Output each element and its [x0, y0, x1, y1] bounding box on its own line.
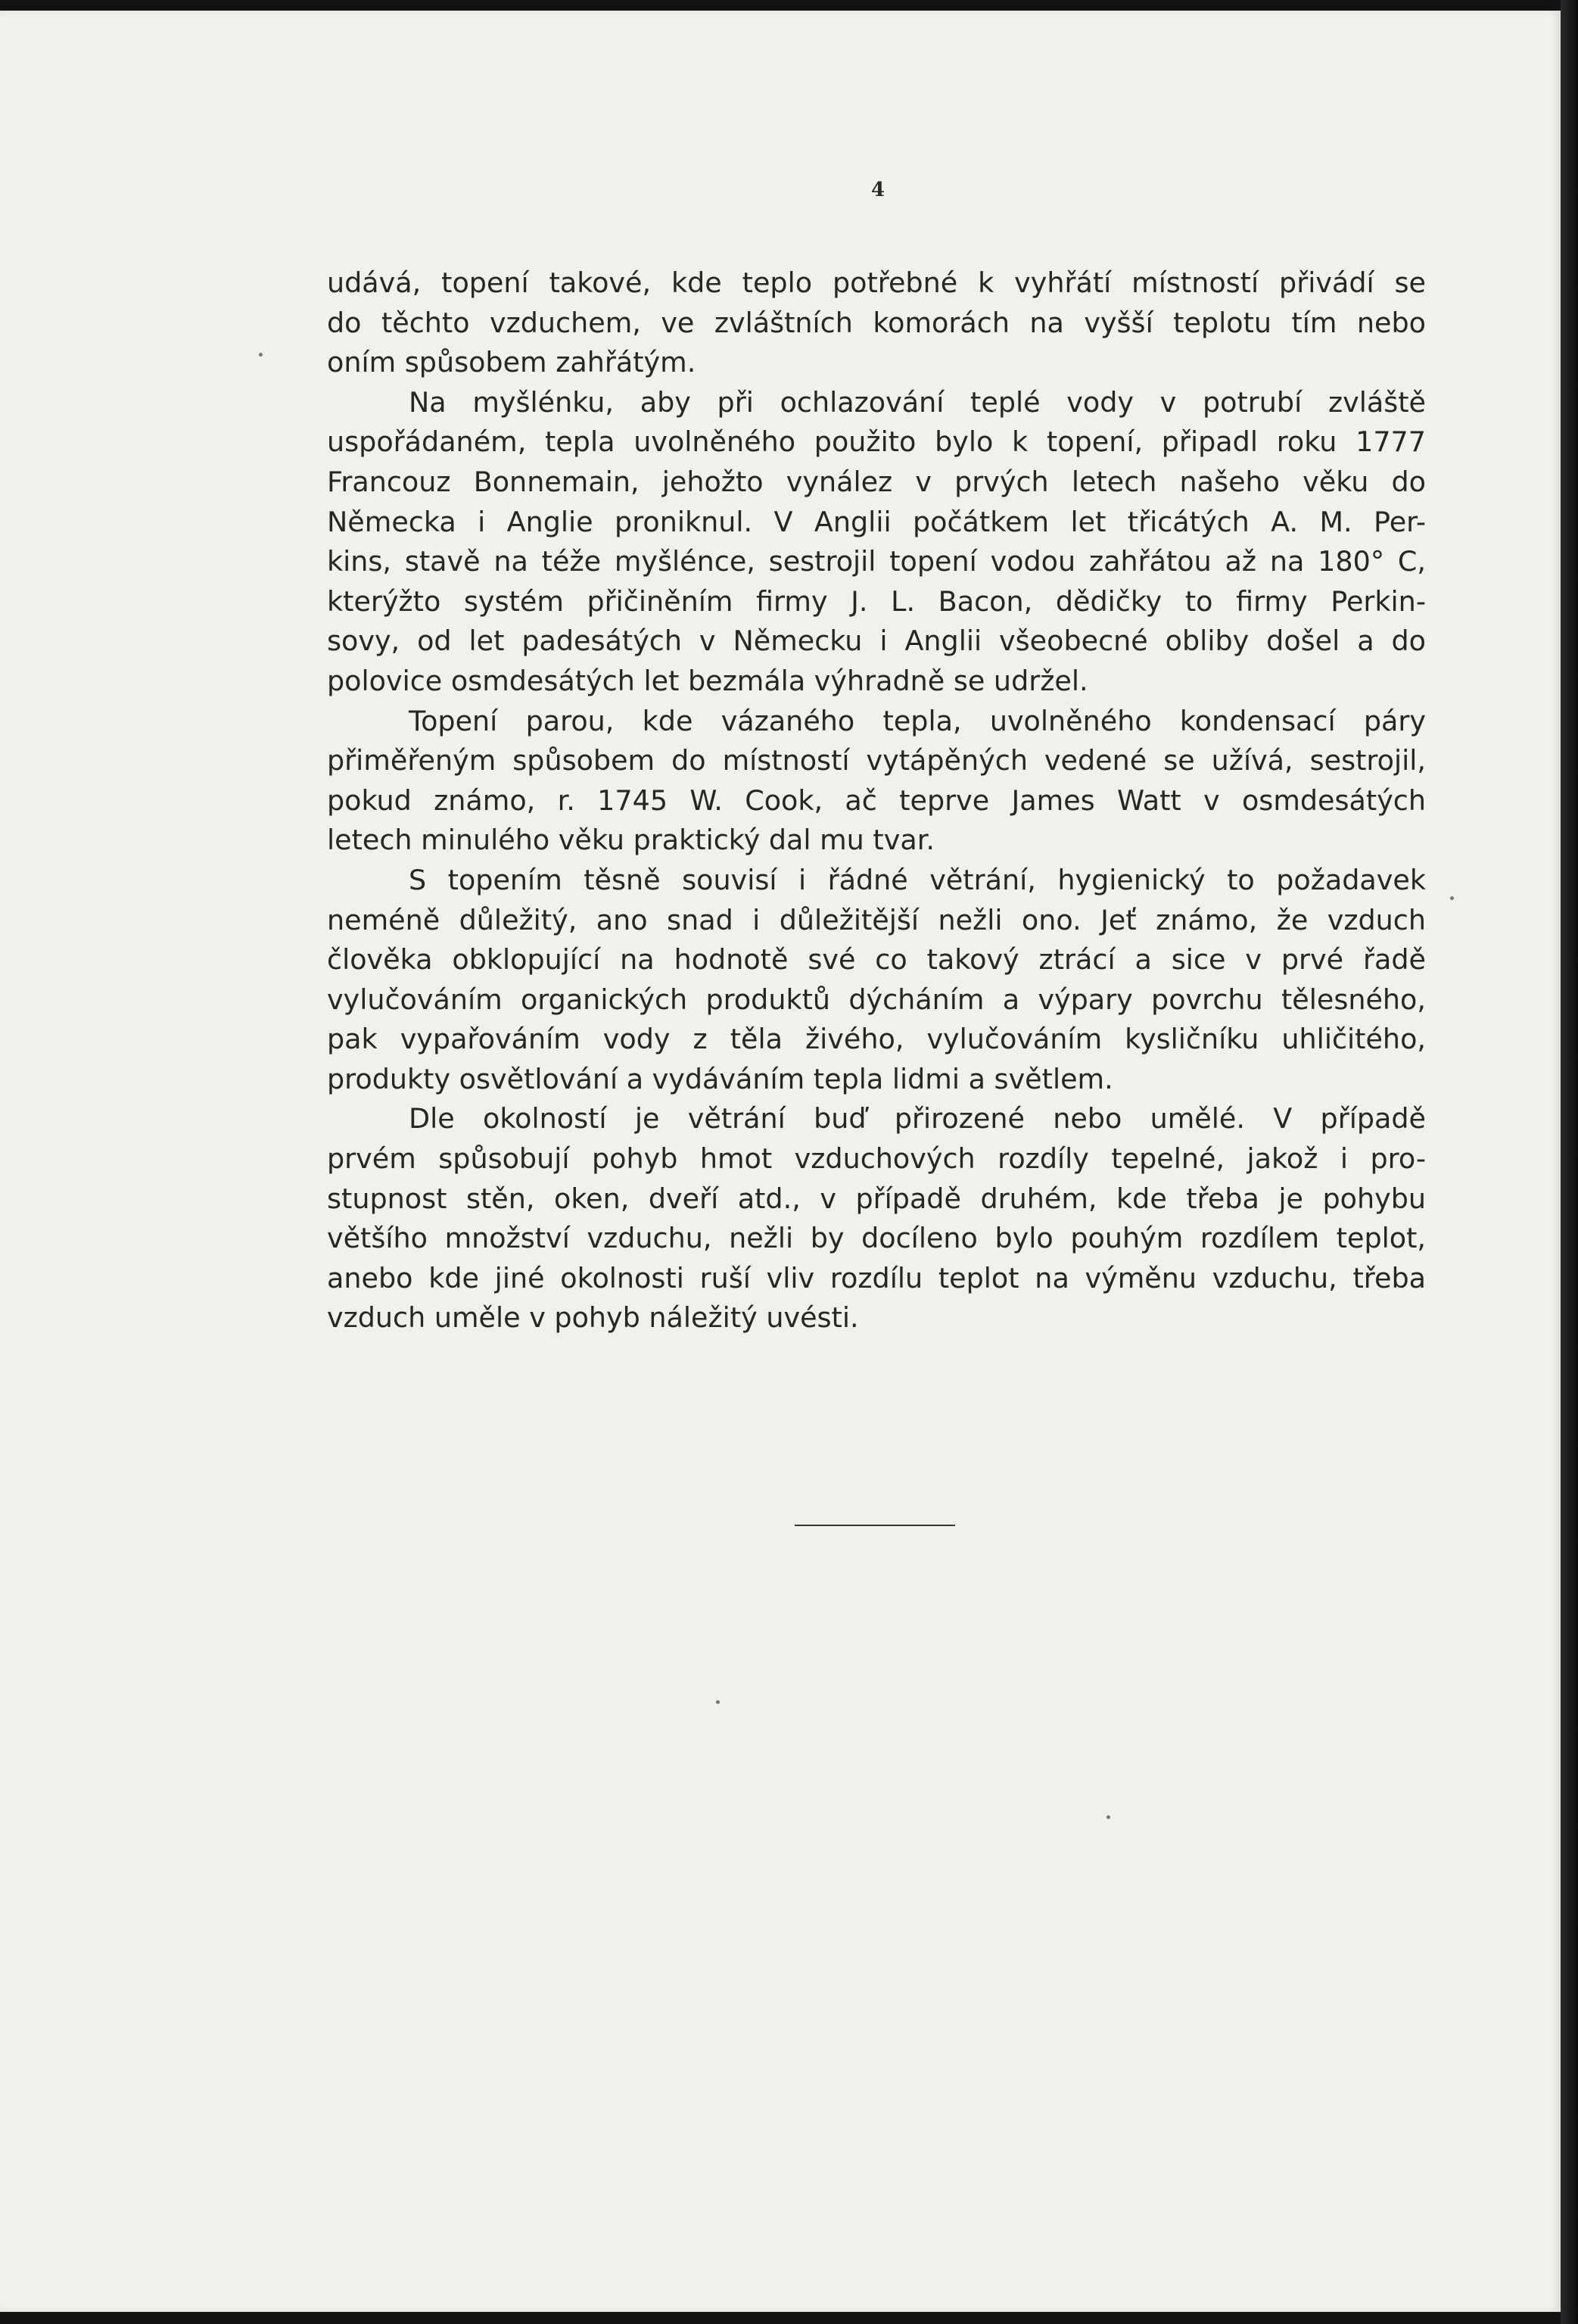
text-line: pak vypařováním vody z těla živého, vylučováním kysličníku uhličitého, — [327, 1023, 1426, 1056]
text-line: produkty osvětlování a vydáváním tepla lidmi a světlem. — [327, 1062, 1113, 1095]
text-line: uspořádaném, tepla uvolněného použito bylo k topení, připadl roku 1777 — [327, 425, 1426, 459]
text-line: člověka obklopující na hodnotě své co takový ztrácí a sice v prvé řadě — [327, 943, 1426, 977]
text-line: pokud známo, r. 1745 W. Cook, ač teprve James Watt v osmdesátých — [327, 783, 1426, 817]
text-line: Německa i Anglie proniknul. V Anglii počátkem let třicátých A. M. Per- — [327, 505, 1426, 538]
text-line: sovy, od let padesátých v Německu i Anglii všeobecné obliby došel a do — [327, 625, 1426, 658]
text-line: udává, topení takové, kde teplo potřebné k vyhřátí místností přivádí se — [327, 266, 1426, 299]
text-line: neméně důležitý, ano snad i důležitější nežli ono. Jeť známo, že vzduch — [327, 903, 1426, 936]
text-line: polovice osmdesátých let bezmála výhradně se udržel. — [327, 664, 1088, 697]
paper-speck — [1106, 1815, 1110, 1819]
text-line: Francouz Bonnemain, jehožto vynález v prvých letech našeho věku do — [327, 465, 1426, 498]
section-divider — [795, 1525, 955, 1526]
text-line: většího množství vzduchu, nežli by docíleno bylo pouhým rozdílem teplot, — [327, 1222, 1426, 1255]
text-line: vylučováním organických produktů dýcháním a výpary povrchu tělesného, — [327, 983, 1426, 1016]
text-line: kterýžto systém přičiněním firmy J. L. Bacon, dědičky to firmy Perkin- — [327, 584, 1426, 618]
text-line: vzduch uměle v pohyb náležitý uvésti. — [327, 1301, 859, 1335]
page-number: 4 — [870, 179, 885, 201]
text-line: oním spůsobem zahřátým. — [327, 346, 696, 379]
paper-speck — [1450, 896, 1454, 900]
text-line: letech minulého věku praktický dal mu tvar. — [327, 824, 935, 857]
body-text — [327, 263, 1426, 1338]
text-line: do těchto vzduchem, ve zvláštních komorách na vyšší teplotu tím nebo — [327, 306, 1426, 339]
document-page — [0, 11, 1561, 2312]
paper-speck — [716, 1700, 720, 1704]
text-line: prvém spůsobují pohyb hmot vzduchových rozdíly tepelné, jakož i pro- — [327, 1142, 1426, 1176]
text-line: anebo kde jiné okolnosti ruší vliv rozdílu teplot na výměnu vzduchu, třeba — [327, 1261, 1426, 1294]
page-edge-shadow — [1561, 0, 1578, 2324]
text-line: Topení parou, kde vázaného tepla, uvolněného kondensací páry — [409, 704, 1426, 737]
text-line: Dle okolností je větrání buď přirozené nebo umělé. V případě — [409, 1102, 1426, 1136]
text-line: kins, stavě na téže myšlénce, sestrojil topení vodou zahřátou až na 180° C, — [327, 545, 1426, 578]
paper-speck — [259, 353, 263, 357]
text-line: S topením těsně souvisí i řádné větrání, hygienický to požadavek — [409, 863, 1426, 896]
text-line: stupnost stěn, oken, dveří atd., v případě druhém, kde třeba je pohybu — [327, 1182, 1426, 1215]
text-line: Na myšlénku, aby při ochlazování teplé vody v potrubí zvláště — [409, 385, 1426, 419]
text-line: přiměřeným spůsobem do místností vytápěných vedené se užívá, sestrojil, — [327, 744, 1426, 777]
